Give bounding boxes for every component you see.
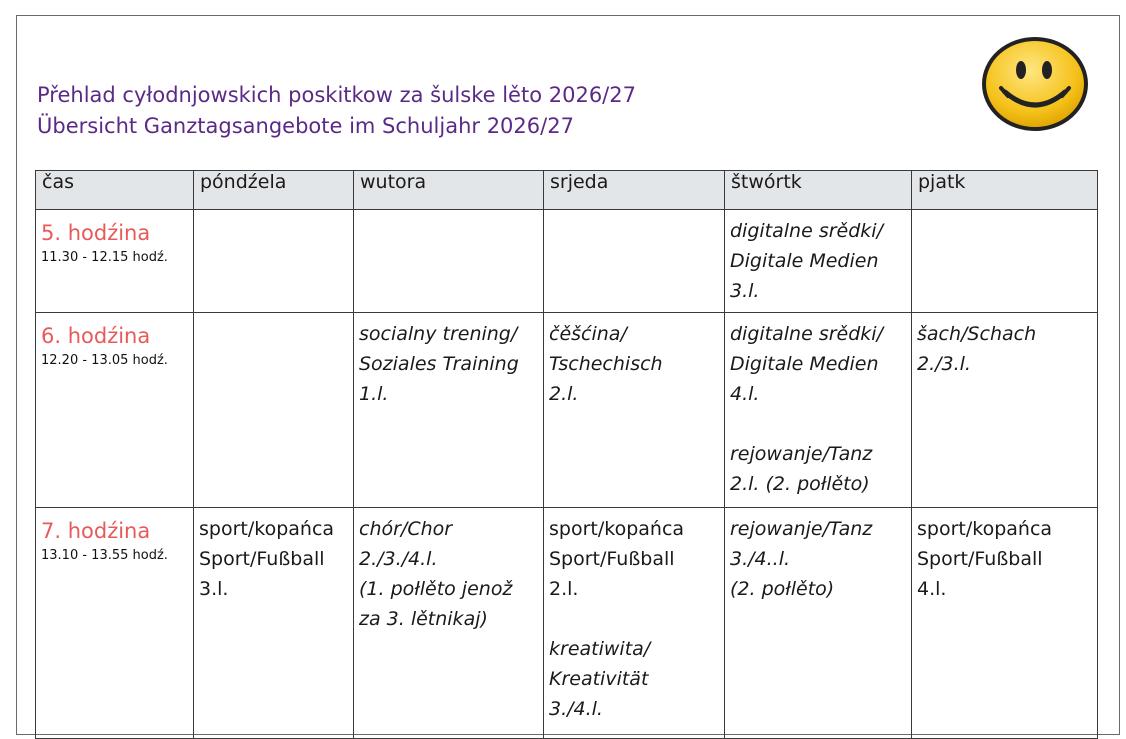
cell-line: Digitale Medien [730,353,879,375]
cell-line: Sport/Fußball [917,548,1043,570]
table-row [36,210,1098,313]
header-time: čas [36,171,194,210]
hour-range: 11.30 - 12.15 hodź. [41,250,168,265]
header-tuesday: wutora [354,171,544,210]
cell-wednesday [544,210,725,313]
cell-line: 2.l. [549,578,579,600]
cell-line: rejowanje/Tanz [730,443,873,465]
hour-range: 13.10 - 13.55 hodź. [41,548,168,563]
hour-label: 5. hodźina [41,221,151,245]
hour-label: 6. hodźina [41,324,151,348]
time-cell [36,508,194,739]
header-monday: póndźela [194,171,354,210]
cell-line: 1.l. [359,383,389,405]
cell-line: 3./4.l. [549,698,603,720]
document-page [16,15,1120,735]
cell-line: chór/Chor [359,518,453,540]
hour-label: 7. hodźina [41,519,151,543]
cell-spacer [730,409,906,439]
cell-line: 3.l. [730,280,760,302]
cell-line: socialny trening/ [359,323,518,345]
cell-line: kreatiwita/ [549,638,651,660]
cell-line: Sport/Fußball [199,548,325,570]
title-german: Übersicht Ganztagsangebote im Schuljahr 2026/27 [37,114,574,138]
cell-line: sport/kopańca [917,518,1053,540]
hour-range: 12.20 - 13.05 hodź. [41,353,168,368]
cell-line: Sport/Fußball [549,548,675,570]
title-sorbian: Přehlad cyłodnjowskich poskitkow za šulske lěto 2026/27 [37,83,636,107]
cell-wednesday [544,508,725,739]
cell-thursday [725,508,912,739]
header-thursday: štwórtk [725,171,912,210]
cell-tuesday [354,313,544,508]
cell-line: 3.l. [199,578,229,600]
smiley-face-icon [981,36,1089,132]
cell-line: digitalne srědki/ [730,323,883,345]
cell-spacer [549,604,719,634]
table-row [36,313,1098,508]
cell-line: 4.l. [917,578,947,600]
time-cell [36,313,194,508]
cell-line: sport/kopańca [549,518,685,540]
cell-line: 3./4..l. [730,548,791,570]
cell-line: Soziales Training [359,353,519,375]
cell-line: 2./3.l. [917,353,971,375]
cell-tuesday [354,508,544,739]
cell-monday [194,313,354,508]
cell-tuesday [354,210,544,313]
cell-friday [912,210,1098,313]
header-wednesday: srjeda [544,171,725,210]
cell-line: sport/kopańca [199,518,335,540]
cell-line: šach/Schach [917,323,1037,345]
cell-line: čěšćina/ [549,323,627,345]
cell-wednesday [544,313,725,508]
cell-friday [912,313,1098,508]
cell-line: za 3. lětnikaj) [359,608,488,630]
schedule-table [35,170,1098,739]
cell-line: digitalne srědki/ [730,220,883,242]
cell-line: (2. połlěto) [730,578,835,600]
cell-line: 2.l. [549,383,579,405]
cell-monday [194,210,354,313]
cell-line: 4.l. [730,383,760,405]
cell-friday [912,508,1098,739]
cell-line: Tschechisch [549,353,663,375]
cell-line: (1. połlěto jenož [359,578,513,600]
cell-line: Digitale Medien [730,250,879,272]
title-block [37,80,636,142]
cell-line: 2.l. (2. połlěto) [730,473,870,495]
cell-line: rejowanje/Tanz [730,518,873,540]
cell-thursday [725,313,912,508]
time-cell [36,210,194,313]
cell-line: Kreativität [549,668,649,690]
header-row [36,171,1098,210]
table-row [36,508,1098,739]
cell-thursday [725,210,912,313]
cell-line: 2./3./4.l. [359,548,438,570]
header-friday: pjatk [912,171,1098,210]
cell-monday [194,508,354,739]
